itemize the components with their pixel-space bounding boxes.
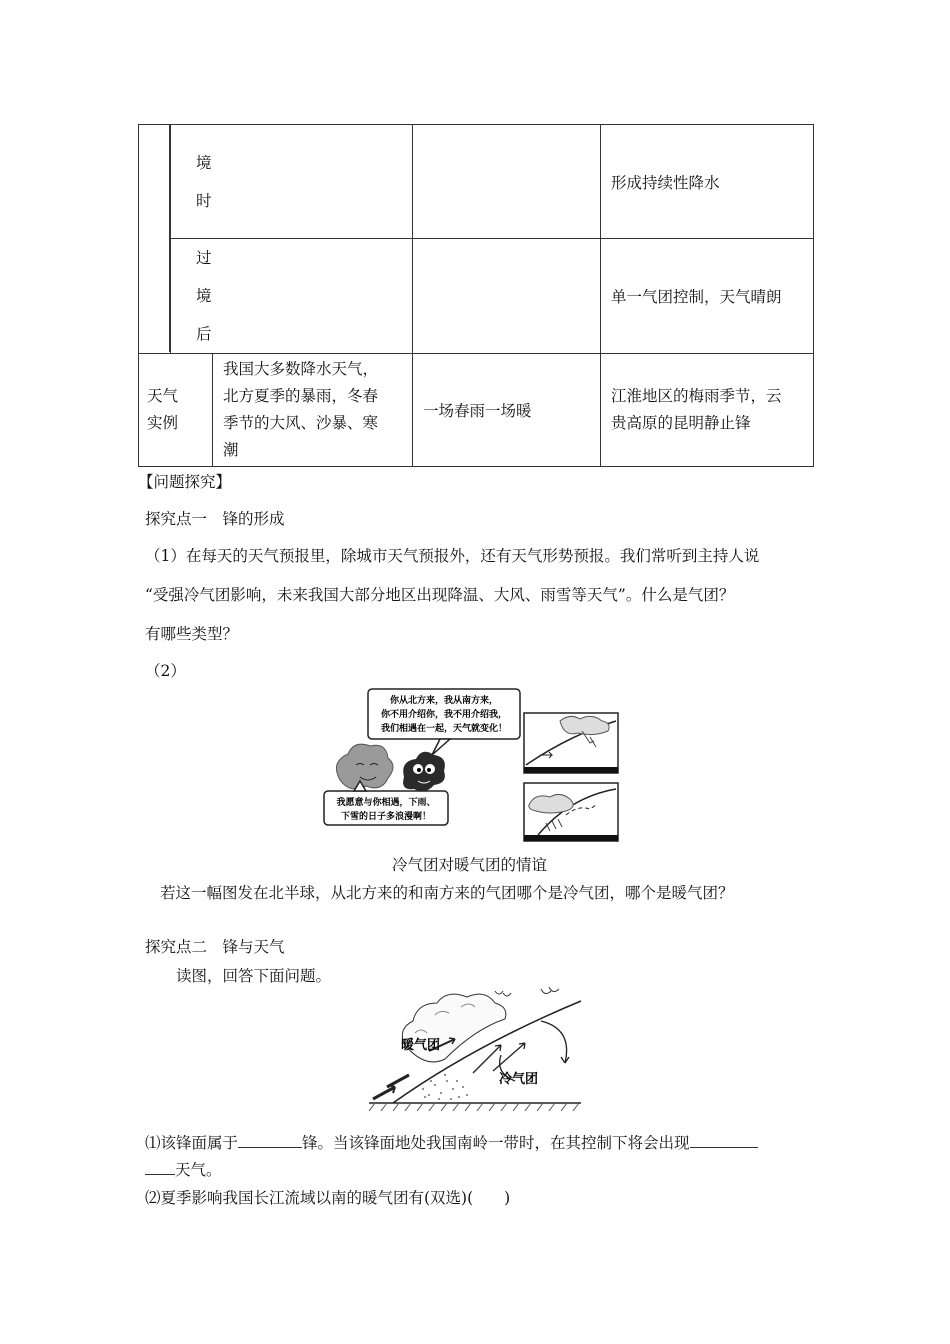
point2-q1-cont: 天气。 bbox=[145, 1158, 222, 1180]
table-cell-row2-col3 bbox=[413, 239, 601, 354]
table-cell-weather-example-label: 天气 实例 bbox=[139, 354, 213, 467]
answer-blank-2b[interactable] bbox=[145, 1160, 175, 1175]
table-cell-row1-col3 bbox=[413, 125, 601, 239]
point1-title: 探究点一 锋的形成 bbox=[145, 510, 285, 528]
front-panel-bottom bbox=[524, 783, 618, 841]
weather-table bbox=[138, 124, 814, 467]
front-panel-top bbox=[524, 713, 618, 773]
figure1-caption: 冷气团对暖气团的情谊 bbox=[392, 856, 548, 874]
table-cell-row1-col4: 形成持续性降水 bbox=[601, 125, 814, 239]
air-mass-cartoon bbox=[320, 685, 620, 845]
vertical-char: 境 bbox=[196, 287, 212, 305]
front-diagram bbox=[365, 985, 585, 1115]
table-row-guojinghou-label bbox=[171, 239, 413, 354]
point1-q2-label: （2） bbox=[145, 662, 186, 680]
point2-instruction: 读图，回答下面问题。 bbox=[176, 967, 332, 985]
vertical-char: 境 bbox=[196, 153, 212, 172]
table-cell-row3-col4: 江淮地区的梅雨季节，云 贵高原的昆明静止锋 bbox=[601, 354, 814, 467]
point1-q1-line2: “受强冷气团影响，未来我国大部分地区出现降温、大风、雨雪等天气”。什么是气团？ bbox=[145, 586, 735, 604]
point2-q1: ⑴该锋面属于 锋。当该锋面地处我国南岭一带时，在其控制下将会出现 bbox=[145, 1131, 758, 1153]
bubble-bottom-line: 下雪的日子多浪漫啊！ bbox=[340, 812, 432, 822]
table-cell-row2-col4: 单一气团控制，天气晴朗 bbox=[601, 239, 814, 354]
table-row-guojingshi-label bbox=[171, 125, 413, 239]
table-blank-cell bbox=[139, 125, 171, 354]
cold-air-cloud-icon bbox=[403, 752, 445, 791]
warm-air-label: 暖气团 bbox=[401, 1038, 441, 1053]
bubble-top-line: 我们相遇在一起，天气就变化！ bbox=[380, 724, 508, 734]
warm-air-cloud-icon bbox=[336, 744, 393, 789]
point1-q1-line3: 有哪些类型？ bbox=[145, 625, 239, 643]
bubble-top-line: 你不用介绍你，我不用介绍我， bbox=[380, 710, 508, 720]
vertical-char: 后 bbox=[196, 325, 212, 343]
table-inner-divider bbox=[169, 124, 170, 352]
bubble-top-line: 你从北方来，我从南方来， bbox=[389, 696, 499, 706]
cold-air-label: 冷气团 bbox=[499, 1072, 539, 1087]
point1-q1-line1: （1）在每天的天气预报里，除城市天气预报外，还有天气形势预报。我们常听到主持人说 bbox=[145, 547, 760, 565]
table-cell-row3-col3: 一场春雨一场暖 bbox=[413, 354, 601, 467]
answer-blank-2a[interactable] bbox=[690, 1133, 758, 1148]
point1-question-after: 若这一幅图发在北半球，从北方来的和南方来的气团哪个是冷气团，哪个是暖气团？ bbox=[160, 884, 734, 902]
table-cell-row3-col2: 我国大多数降水天气， 北方夏季的暴雨，冬春 季节的大风、沙暴、寒 潮 bbox=[213, 354, 413, 467]
point2-q2: ⑵夏季影响我国长江流域以南的暖气团有(双选)( ) bbox=[145, 1189, 511, 1207]
answer-blank-1[interactable] bbox=[238, 1133, 302, 1148]
point2-title: 探究点二 锋与天气 bbox=[145, 938, 285, 956]
section-header: 【问题探究】 bbox=[138, 473, 232, 491]
vertical-char: 时 bbox=[196, 191, 212, 210]
vertical-char: 过 bbox=[196, 249, 212, 267]
bubble-bottom-line: 我愿意与你相遇，下雨、 bbox=[336, 798, 436, 808]
